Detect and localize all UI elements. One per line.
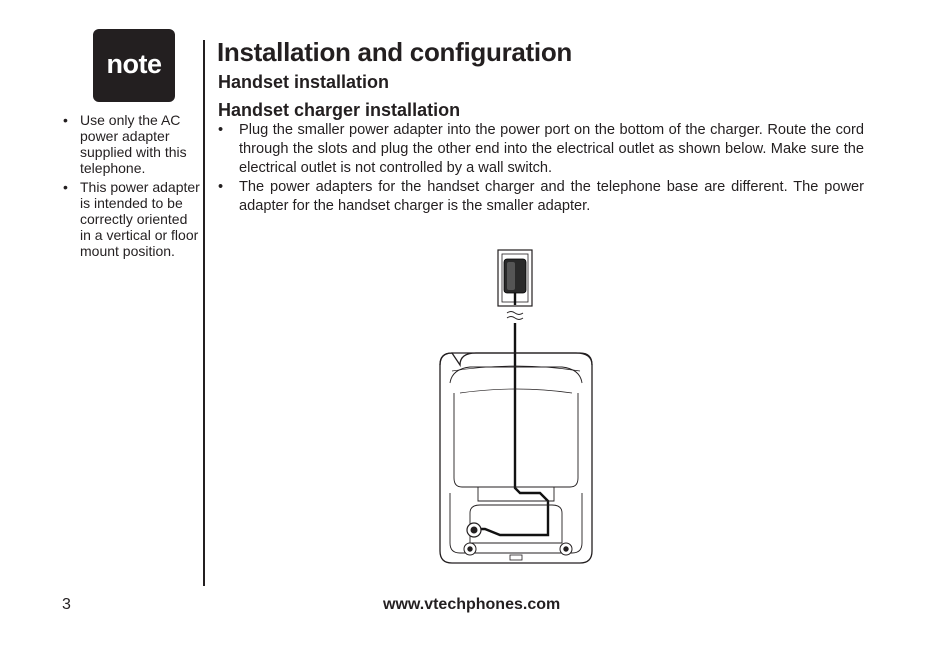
note-badge bbox=[93, 29, 175, 102]
page-title: Installation and configuration bbox=[217, 37, 573, 67]
power-adapter bbox=[504, 259, 526, 293]
side-note-item: • Use only the AC power adapter supplied with this telephone. bbox=[62, 112, 202, 176]
instruction-list bbox=[218, 121, 864, 216]
section-heading: Handset charger installation bbox=[218, 100, 461, 120]
side-notes bbox=[62, 112, 202, 262]
note-label: note bbox=[106, 48, 162, 79]
page-subtitle: Handset installation bbox=[218, 72, 390, 92]
power-port bbox=[467, 523, 481, 537]
instruction-item: • Plug the smaller power adapter into the power port on the bottom of the charger. Route the cord through the slots and plug the other end into the electrical outlet as shown below. Make sure the electrical outlet is not controlled by a wall switch. bbox=[218, 121, 864, 178]
charger-installation-illustration bbox=[430, 243, 600, 568]
cord-break-symbol bbox=[507, 312, 523, 320]
side-note-item: • This power adapter is intended to be correctly oriented in a vertical or floor mount position. bbox=[62, 179, 202, 259]
page-number: 3 bbox=[62, 596, 71, 613]
instruction-item: • The power adapters for the handset charger and the telephone base are different. The power adapter for the handset charger is the smaller adapter. bbox=[218, 178, 864, 216]
footer-url[interactable]: www.vtechphones.com bbox=[383, 596, 561, 613]
vertical-divider bbox=[203, 40, 205, 586]
power-cord bbox=[478, 293, 548, 535]
